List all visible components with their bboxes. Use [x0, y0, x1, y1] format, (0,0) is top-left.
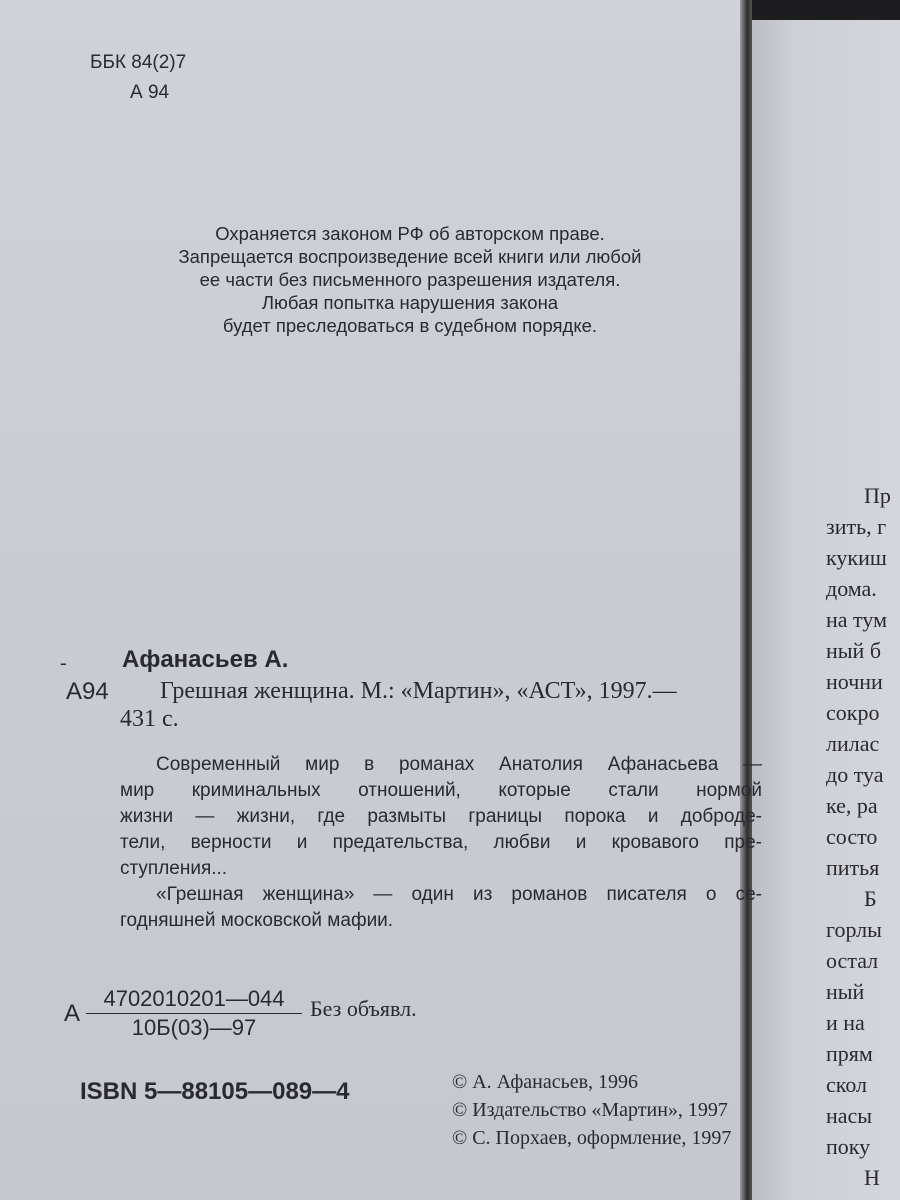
annotation — [120, 752, 762, 934]
right-line: до туа — [826, 762, 884, 787]
right-line: питья — [826, 855, 880, 880]
right-page — [748, 20, 900, 1200]
right-line: ночни — [826, 669, 883, 694]
isbn: ISBN 5—88105—089—4 — [80, 1078, 350, 1105]
copyright-holders — [452, 1068, 731, 1152]
right-line: Б — [864, 886, 877, 911]
right-line: кукиш — [826, 545, 887, 570]
right-line: Н — [864, 1165, 880, 1190]
right-line: поку — [826, 1134, 871, 1159]
notice-line: Запрещается воспроизведение всей книги или любой — [178, 246, 642, 267]
notice-line: будет преследоваться в судебном порядке. — [222, 315, 598, 336]
annotation-line: «Грешная женщина» — один из романов писателя о се- — [156, 884, 762, 905]
author-sign-code: А 94 — [130, 82, 170, 103]
index-fraction — [86, 986, 302, 1041]
notice-line: Охраняется законом РФ об авторском праве. — [215, 223, 605, 244]
notice-line: ее части без письменного разрешения издателя. — [199, 269, 621, 290]
copyright-notice — [130, 222, 690, 337]
bbk-classification: ББК 84(2)7 — [90, 52, 187, 73]
right-line: и на — [826, 1010, 865, 1035]
bibliographic-citation: Грешная женщина. М.: «Мартин», «АСТ», 1997.— — [160, 678, 677, 704]
author-name: Афанасьев А. — [122, 646, 289, 673]
annotation-line: ступления... — [120, 858, 228, 879]
right-line: ный б — [826, 638, 882, 663]
copyright-line: © А. Афанасьев, 1996 — [452, 1071, 639, 1093]
right-line: ке, ра — [826, 793, 878, 818]
index-numerator: 4702010201—044 — [86, 986, 302, 1014]
right-line: сокро — [826, 700, 880, 725]
right-line: скол — [826, 1072, 868, 1097]
copyright-line: © Издательство «Мартин», 1997 — [452, 1099, 728, 1121]
index-letter: А — [64, 1000, 81, 1027]
page-count: 431 с. — [120, 706, 179, 732]
right-line: ный — [826, 979, 865, 1004]
right-line: прям — [826, 1041, 873, 1066]
background-dark-strip — [748, 0, 900, 22]
right-line: зить, г — [826, 514, 887, 539]
annotation-line: жизни — жизни, где размыты границы порока и доброде- — [120, 806, 762, 827]
annotation-line: Современный мир в романах Анатолия Афанасьева — — [156, 754, 762, 775]
right-line: состо — [826, 824, 878, 849]
price-note: Без объявл. — [310, 996, 417, 1021]
right-line: лилас — [826, 731, 880, 756]
index-denominator: 10Б(03)—97 — [131, 1015, 257, 1040]
book-gutter — [740, 0, 752, 1200]
right-line: на тум — [826, 607, 887, 632]
notice-line: Любая попытка нарушения закона — [261, 292, 559, 313]
right-page-text — [826, 480, 891, 1193]
right-line: дома. — [826, 576, 877, 601]
annotation-line: тели, верности и предательства, любви и кровавого пре- — [120, 832, 762, 853]
right-line: горлы — [826, 917, 882, 942]
right-line: насы — [826, 1103, 873, 1128]
catalog-code: А94 — [66, 678, 109, 705]
annotation-line: годняшней московской мафии. — [120, 910, 394, 931]
right-line: остал — [826, 948, 879, 973]
annotation-line: мир криминальных отношений, которые стали нормой — [120, 780, 762, 801]
right-line: Пр — [864, 483, 891, 508]
copyright-line: © С. Порхаев, оформление, 1997 — [452, 1127, 732, 1149]
dash-mark: - — [60, 652, 67, 674]
